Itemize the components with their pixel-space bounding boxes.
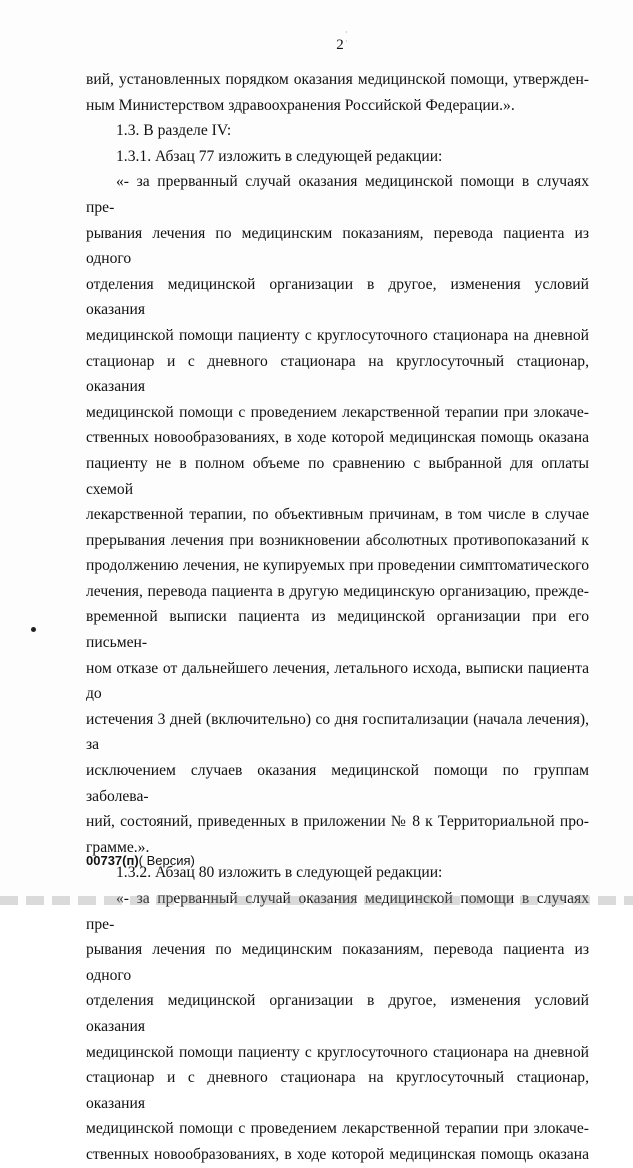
doc-code: 00737(п) <box>86 853 139 868</box>
body-line: медицинской помощи с проведением лекарственной терапии при злокаче- <box>86 403 589 421</box>
body-line: «- за прерванный случай оказания медицинской помощи в случаях пре- <box>86 173 589 216</box>
body-line: рывания лечения по медицинским показаниям, перевода пациента из одного <box>86 941 589 984</box>
body-line: пациенту не в полном объеме по сравнению с выбранной для оплаты схемой <box>86 454 589 498</box>
body-line: исключением случаев оказания медицинской помощи по группам заболева- <box>86 762 589 805</box>
document-footer-code <box>86 853 195 868</box>
body-line: стационар и с дневного стационара на круглосуточный стационар, оказания <box>86 1069 589 1112</box>
body-line: лекарственной терапии, по объективным причинам, в том числе в случае <box>86 506 589 524</box>
scan-artifact: · · <box>345 28 350 46</box>
body-line: стационар и с дневного стационара на круглосуточный стационар, оказания <box>86 352 589 396</box>
document-body <box>86 67 589 1168</box>
body-line: ном отказе от дальнейшего лечения, летального исхода, выписки пациента до <box>86 659 589 703</box>
body-line: медицинской помощи с проведением лекарственной терапии при злокаче- <box>86 1120 589 1138</box>
body-line: лечения, перевода пациента в другую медицинскую организацию, преждe- <box>86 582 589 600</box>
scan-bullet-mark <box>31 627 36 632</box>
body-line: «- за прерванный случай оказания медицинской помощи в случаях пре- <box>86 890 589 933</box>
version-label: ( Версия) <box>138 853 195 868</box>
subsection-heading: 1.3.2. Абзац 80 изложить в следующей редакции: <box>116 864 443 882</box>
scan-edge-artifact <box>0 896 633 905</box>
body-line: ным Министерством здравоохранения Российской Федерации.». <box>86 96 515 114</box>
body-line: ний, состояний, приведенных в приложении № 8 к Территориальной про- <box>86 813 589 831</box>
body-line: прерывания лечения при возникновении абсолютных противопоказаний к <box>86 531 589 549</box>
body-line: ственных новообразованиях, в ходе которой медицинская помощь оказана <box>86 429 589 447</box>
section-heading: 1.3. В разделе IV: <box>116 122 232 140</box>
body-line: отделения медицинской организации в другое, изменения условий оказания <box>86 992 589 1035</box>
body-line: медицинской помощи пациенту с круглосуточного стационара на дневной <box>86 1043 589 1061</box>
body-line: медицинской помощи пациенту с круглосуточного стационара на дневной <box>86 326 589 344</box>
body-line: вий, установленных порядком оказания медицинской помощи, утвержден- <box>86 71 589 88</box>
body-line: временной выписки пациента из медицинской организации при его письмен- <box>86 608 589 652</box>
body-line: грамме.». <box>86 838 150 856</box>
page-number: 2 <box>336 37 344 53</box>
subsection-heading: 1.3.1. Абзац 77 изложить в следующей редакции: <box>116 147 443 165</box>
body-line: отделения медицинской организации в другое, изменения условий оказания <box>86 275 589 319</box>
body-line: ственных новообразованиях, в ходе которой медицинская помощь оказана <box>86 1145 589 1163</box>
body-line: истечения 3 дней (включительно) со дня госпитализации (начала лечения), за <box>86 710 589 754</box>
body-line: продолжению лечения, не купируемых при проведении симптоматического <box>86 557 589 575</box>
body-line: рывания лечения по медицинским показаниям, перевода пациента из одного <box>86 224 589 268</box>
